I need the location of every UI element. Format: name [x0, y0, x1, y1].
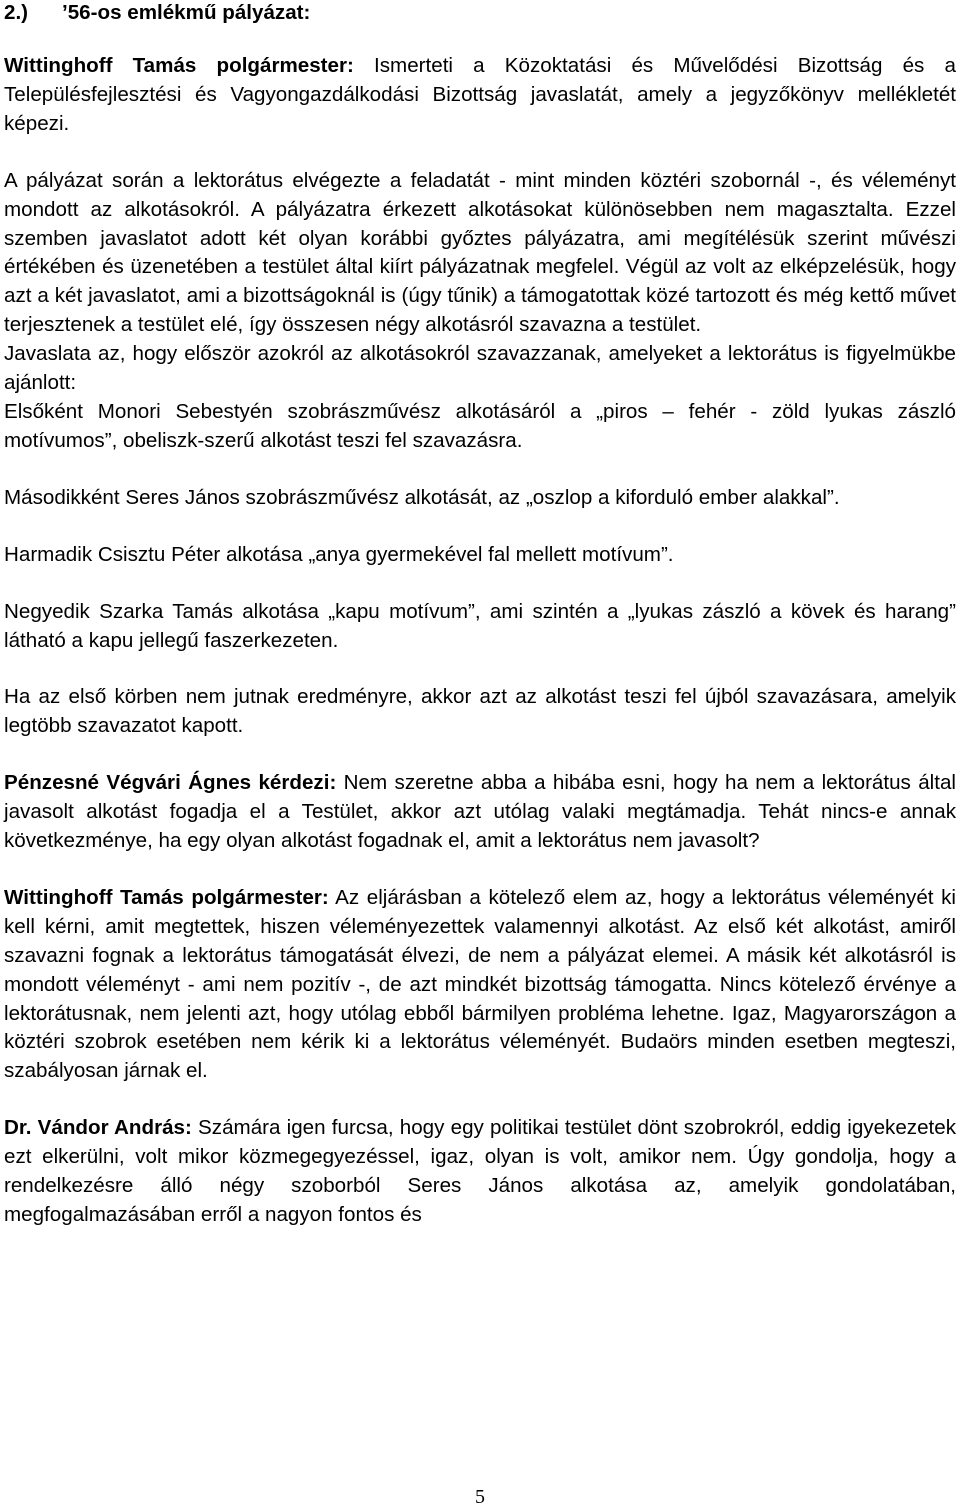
- paragraph-text: Elsőként Monori Sebestyén szobrászművész alkotásáról a „piros – fehér - zöld lyukas zászló motívumos”, obeliszk-szerű alkotást teszi fel szavazásra.: [4, 399, 956, 452]
- speaker-name: Dr. Vándor András:: [4, 1116, 192, 1140]
- paragraph-text: Harmadik Csisztu Péter alkotása „anya gyermekével fal mellett motívum”.: [4, 542, 674, 566]
- section-number: 2.): [4, 1, 29, 24]
- paragraph-elsokent: [4, 398, 956, 456]
- paragraph-javaslat: [4, 340, 956, 398]
- paragraph-text: Nem szeretne abba a hibába esni, hogy ha nem a lektorátus által javasolt alkotást fogadja el a Testület, akkor azt utólag valaki megtámadja. Tehát nincs-e annak következménye, ha egy olyan alkotást fogadnak el, amit a lektorátus nem javasolt?: [4, 771, 956, 853]
- paragraph-text: Az eljárásban a kötelező elem az, hogy a lektorátus véleményét ki kell kérni, amit megtettek, hiszen véleményezettek valamennyi alkotást. Az első két alkotást, amiről szavazni fognak a lektorátus támogatását élvezi, de nem a pályázat elemei. A másik két alkotásról is mondott véleményt - ami nem pozitív -, de azt mindkét bizottság támogatta. Nincs kötelező érvénye a lektorátusnak, nem jelenti azt, hogy utólag ebből bármilyen probléma lehetne. Igaz, Magyarországon a köztéri szobrok esetében nem kérik ki a lektorátus véleményét. Budaörs minden esetben megteszi, szabályosan járnak el.: [4, 885, 956, 1083]
- paragraph-text: Számára igen furcsa, hogy egy politikai testület dönt szobrokról, eddig igyekezetek ezt elkerülni, volt mikor közmegegyezéssel, igaz, olyan is volt, amikor nem. Úgy gondolja, hogy a rendelkezésre álló négy szoborból Seres János alkotása az, amelyik gondolatában, megfogalmazásában erről a nagyon fontos és: [4, 1116, 957, 1226]
- paragraph-negyedik: [4, 598, 956, 656]
- section-title: ’56-os emlékmű pályázat:: [62, 1, 311, 24]
- section-heading: [4, 0, 956, 26]
- speaker-name: Wittinghoff Tamás polgármester:: [4, 54, 354, 77]
- page-number: 5: [475, 1486, 485, 1508]
- paragraph-vandor: [4, 1114, 956, 1230]
- paragraph-text: Javaslata az, hogy először azokról az alkotásokról szavazzanak, amelyeket a lektorátus is figyelmükbe ajánlott:: [4, 342, 956, 395]
- paragraph-mayor-intro: [4, 52, 956, 139]
- paragraph-text: A pályázat során a lektorátus elvégezte a feladatát - mint minden köztéri szobornál -, és véleményt mondott az alkotásokról. A pályázatra érkezett alkotásokat különösebben nem magasztalta. Ezzel szemben javaslatot adott két olyan korábbi győztes pályázatra, ami megítélésük szerint művészi értékében és üzenetében a testület által kiírt pályázatnak megfelel. Végül az volt az elképzelésük, hogy azt a két javaslatot, ami a bizottságoknál is (úgy tűnik) a támogatottak közé tartozott és még kettő művet terjesztenek a testület elé, így összesen négy alkotásról szavazna a testület.: [4, 168, 956, 337]
- paragraph-ha-az-elso: [4, 683, 956, 741]
- speaker-name: Wittinghoff Tamás polgármester:: [4, 885, 329, 909]
- paragraph-masodikkent: [4, 484, 956, 513]
- paragraph-text: Negyedik Szarka Tamás alkotása „kapu motívum”, ami szintén a „lyukas zászló a kövek és harang” látható a kapu jellegű faszerkezeten.: [4, 599, 956, 652]
- document-page: [4, 0, 956, 1230]
- paragraph-penzesne: [4, 769, 956, 856]
- paragraph-text: Másodikként Seres János szobrászművész alkotását, az „oszlop a kiforduló ember alakkal”.: [4, 485, 840, 509]
- speaker-name: Pénzesné Végvári Ágnes kérdezi:: [4, 771, 337, 795]
- paragraph-text: Ha az első körben nem jutnak eredményre, akkor azt az alkotást teszi fel újból szavazásara, amelyik legtöbb szavazatot kapott.: [4, 685, 956, 738]
- paragraph-text: Ismerteti a Közoktatási és Művelődési Bizottság és a Településfejlesztési és Vagyongazdálkodási Bizottság javaslatát, amely a jegyzőkönyv mellékletét képezi.: [4, 54, 956, 135]
- paragraph-harmadik: [4, 541, 956, 570]
- paragraph-lektoratus: [4, 167, 956, 340]
- paragraph-mayor-reply: [4, 884, 956, 1086]
